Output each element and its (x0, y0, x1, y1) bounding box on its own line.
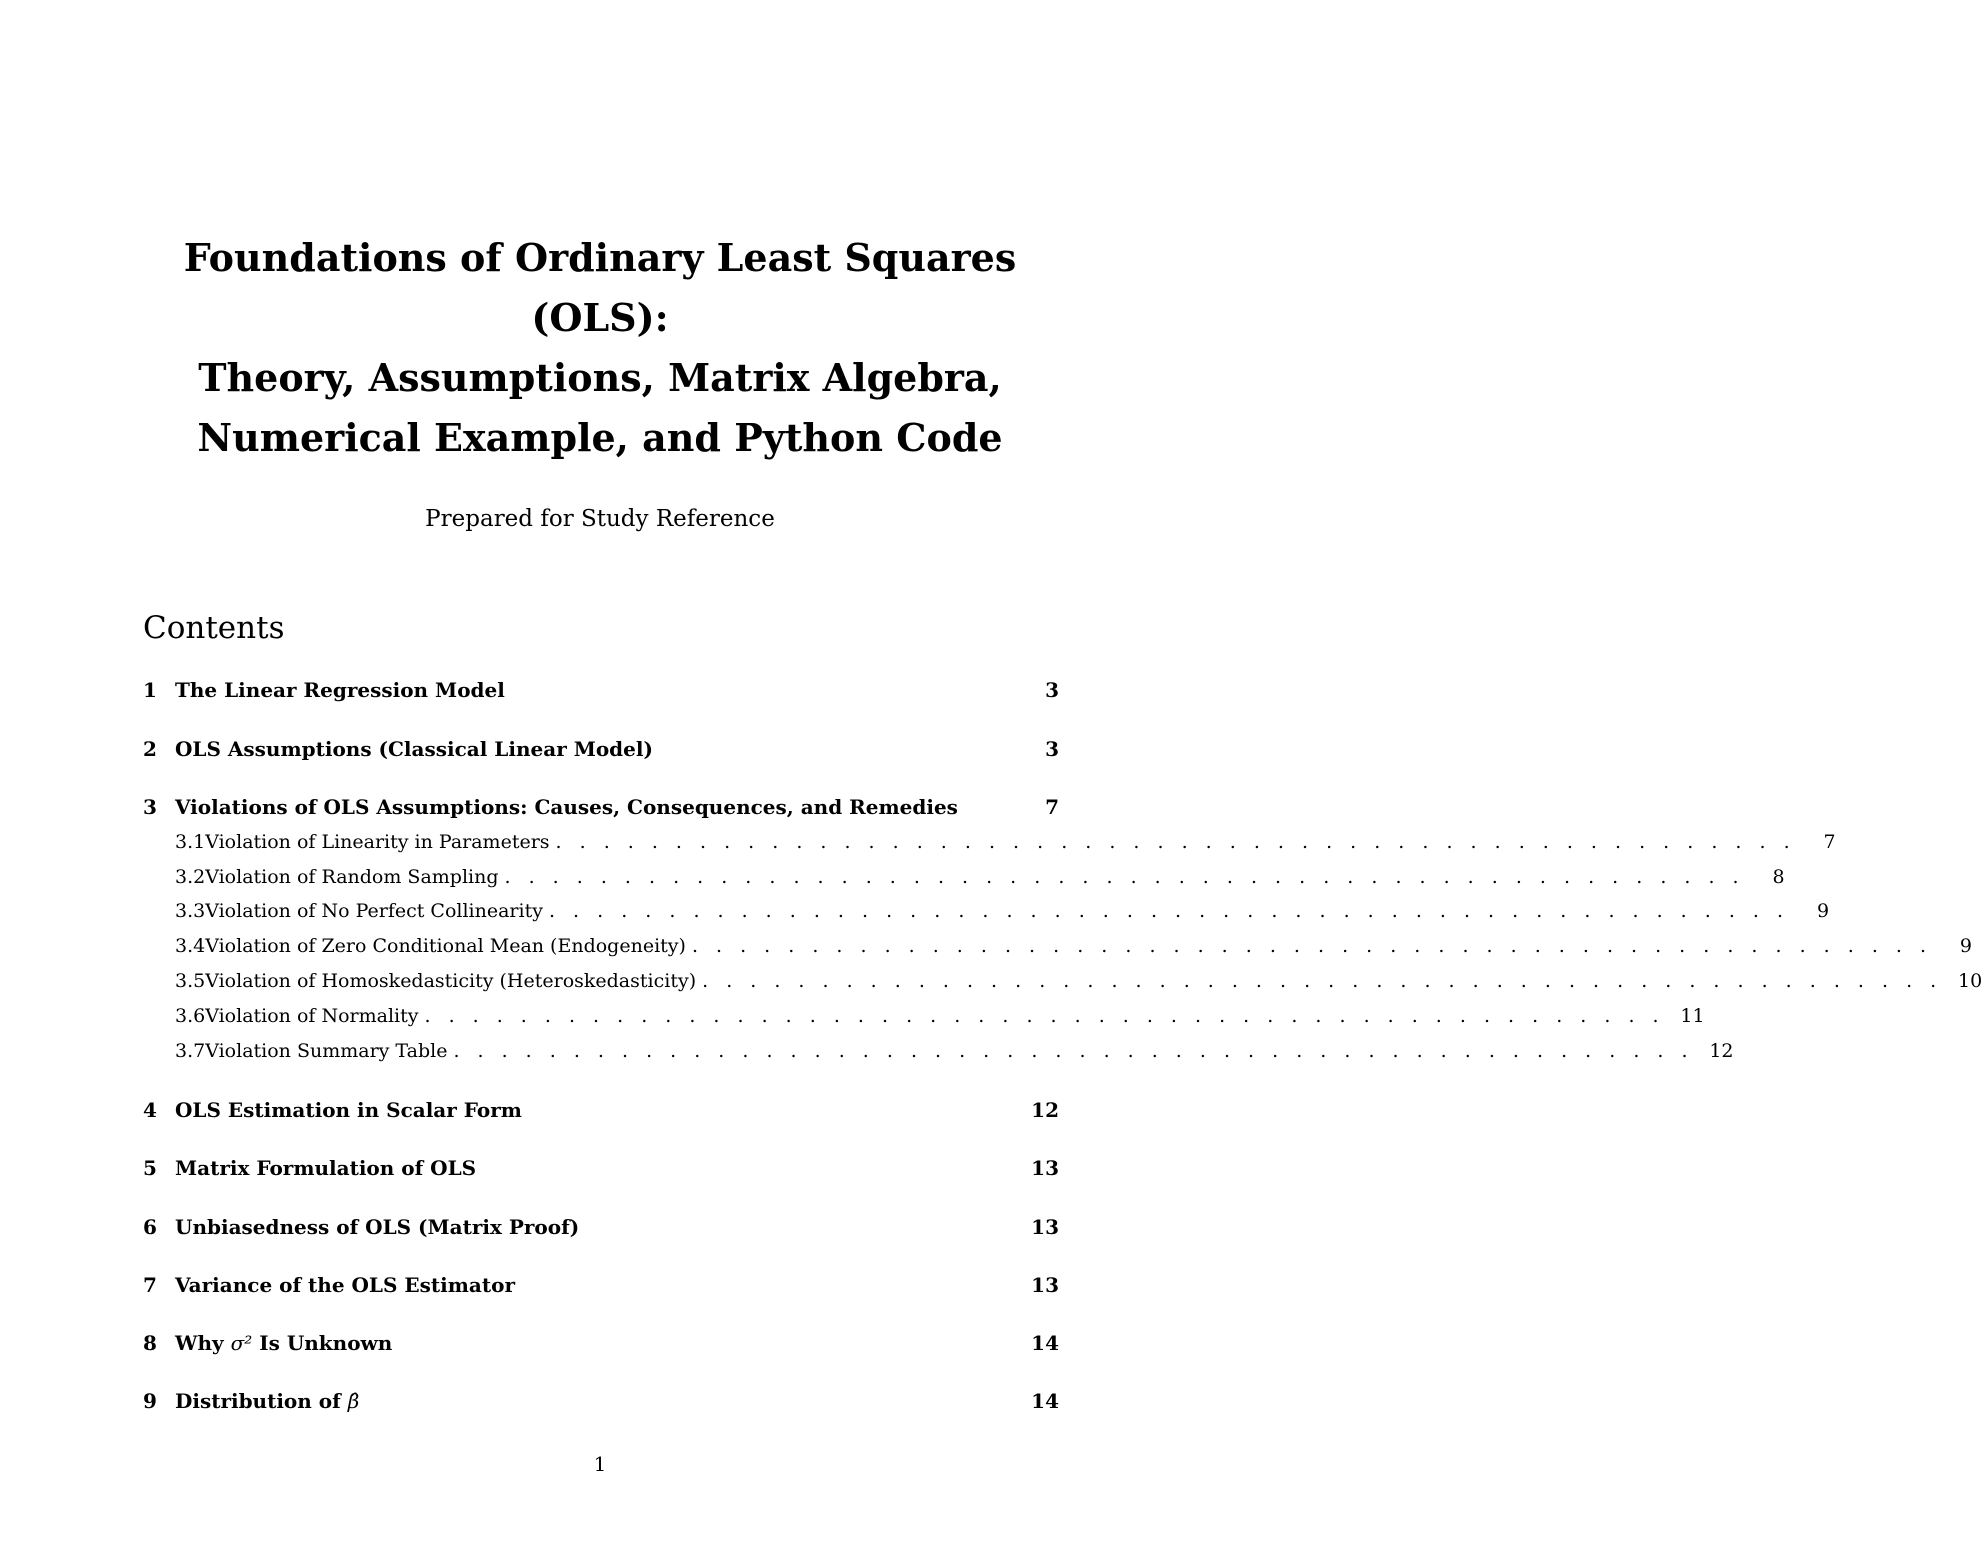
toc-entry-3-6[interactable] (143, 1005, 1705, 1035)
toc-page: 9 (1959, 935, 1973, 957)
toc-page: 8 (1772, 866, 1785, 888)
toc-number: 3.4 (175, 935, 206, 957)
toc-page: 7 (1823, 831, 1836, 853)
toc-entry-3-4[interactable] (143, 935, 1973, 965)
toc-label-prefix: Why (175, 1331, 224, 1355)
toc-page: 14 (1031, 1331, 1059, 1355)
toc-number: 3.6 (175, 1005, 206, 1027)
toc-label: Violation Summary Table (205, 1040, 448, 1062)
toc-entry-5[interactable] (143, 1156, 1059, 1186)
toc-leader-dots: . . . . . . . . . . . . . . . . . . . . . . . . . . . . . . . . . . . . . . . . . . . . . . . . . . . . (424, 1005, 1665, 1027)
toc-label: Violation of Homoskedasticity (Heteroskedasticity) (205, 970, 697, 992)
toc-entry-3-3[interactable] (143, 900, 1830, 930)
toc-entry-9[interactable] (143, 1389, 1059, 1419)
toc-entry-4[interactable] (143, 1098, 1059, 1128)
toc-entry-6[interactable] (143, 1215, 1059, 1245)
toc-number: 7 (143, 1273, 157, 1297)
toc-entry-3-5[interactable] (143, 970, 1982, 1000)
toc-label: Violation of No Perfect Collinearity (205, 900, 543, 922)
toc-label: Unbiasedness of OLS (Matrix Proof) (175, 1215, 580, 1239)
toc-page: 7 (1045, 795, 1059, 819)
toc-label: Violation of Normality (205, 1005, 419, 1027)
toc-label: Violations of OLS Assumptions: Causes, Consequences, and Remedies (175, 795, 958, 819)
toc-page: 3 (1045, 737, 1059, 761)
page-number: 1 (593, 1452, 607, 1476)
toc-number: 2 (143, 737, 157, 761)
toc-leader-dots: . . . . . . . . . . . . . . . . . . . . . . . . . . . . . . . . . . . . . . . . . . . . . . . . . . . . (504, 866, 1745, 888)
contents-heading: Contents (143, 610, 285, 646)
toc-number: 3 (143, 795, 157, 819)
toc-label: Violation of Random Sampling (205, 866, 499, 888)
toc-number: 3.5 (175, 970, 206, 992)
toc-entry-3-1[interactable] (143, 831, 1836, 861)
toc-leader-dots: . . . . . . . . . . . . . . . . . . . . . . . . . . . . . . . . . . . . . . . . . . . . . . . . . . . . (702, 970, 1943, 992)
title-line-4: Numerical Example, and Python Code (197, 415, 1003, 460)
toc-label (175, 1331, 392, 1355)
toc-number: 4 (143, 1098, 157, 1122)
toc-number: 3.2 (175, 866, 206, 888)
document-title (0, 228, 1200, 468)
toc-number: 9 (143, 1389, 157, 1413)
author-line: Prepared for Study Reference (425, 506, 775, 532)
toc-number: 3.1 (175, 831, 206, 853)
toc-label-prefix: Distribution of (175, 1389, 341, 1413)
toc-page: 14 (1031, 1389, 1059, 1413)
toc-label: Violation of Linearity in Parameters (205, 831, 550, 853)
toc-leader-dots: . . . . . . . . . . . . . . . . . . . . . . . . . . . . . . . . . . . . . . . . . . . . . . . . . . . . (555, 831, 1796, 853)
toc-label: The Linear Regression Model (175, 678, 505, 702)
toc-entry-8[interactable] (143, 1331, 1059, 1361)
toc-label: Violation of Zero Conditional Mean (Endogeneity) (205, 935, 686, 957)
toc-page: 11 (1680, 1005, 1705, 1027)
toc-leader-dots: . . . . . . . . . . . . . . . . . . . . . . . . . . . . . . . . . . . . . . . . . . . . . . . . . . . . (453, 1040, 1694, 1062)
toc-page: 13 (1031, 1215, 1059, 1239)
title-line-3: Theory, Assumptions, Matrix Algebra, (198, 355, 1002, 400)
toc-page: 13 (1031, 1156, 1059, 1180)
toc-page: 13 (1031, 1273, 1059, 1297)
toc-label: Matrix Formulation of OLS (175, 1156, 477, 1180)
toc-page: 12 (1031, 1098, 1059, 1122)
toc-label-suffix: Is Unknown (259, 1331, 393, 1355)
toc-label: OLS Estimation in Scalar Form (175, 1098, 522, 1122)
title-line-2: (OLS): (531, 295, 669, 340)
toc-number: 8 (143, 1331, 157, 1355)
toc-leader-dots: . . . . . . . . . . . . . . . . . . . . . . . . . . . . . . . . . . . . . . . . . . . . . . . . . . . . (548, 900, 1790, 922)
beta-hat-symbol: β̂ (347, 1389, 360, 1413)
toc-page: 3 (1045, 678, 1059, 702)
toc-entry-3-2[interactable] (143, 866, 1785, 896)
sigma-squared-symbol: σ² (230, 1331, 253, 1355)
toc-leader-dots: . . . . . . . . . . . . . . . . . . . . . . . . . . . . . . . . . . . . . . . . . . . . . . . . . . . . (691, 935, 1933, 957)
toc-entry-7[interactable] (143, 1273, 1059, 1303)
toc-number: 6 (143, 1215, 157, 1239)
toc-label (175, 1389, 359, 1413)
toc-entry-2[interactable] (143, 737, 1059, 767)
toc-entry-3[interactable] (143, 795, 1059, 825)
toc-number: 5 (143, 1156, 157, 1180)
toc-page: 9 (1816, 900, 1830, 922)
toc-number: 3.3 (175, 900, 206, 922)
toc-number: 1 (143, 678, 157, 702)
toc-label: OLS Assumptions (Classical Linear Model) (175, 737, 653, 761)
toc-page: 10 (1958, 970, 1982, 992)
toc-entry-1[interactable] (143, 678, 1059, 708)
title-line-1: Foundations of Ordinary Least Squares (183, 235, 1017, 280)
toc-label: Variance of the OLS Estimator (175, 1273, 515, 1297)
toc-number: 3.7 (175, 1040, 206, 1062)
toc-page: 12 (1709, 1040, 1734, 1062)
toc-entry-3-7[interactable] (143, 1040, 1734, 1070)
